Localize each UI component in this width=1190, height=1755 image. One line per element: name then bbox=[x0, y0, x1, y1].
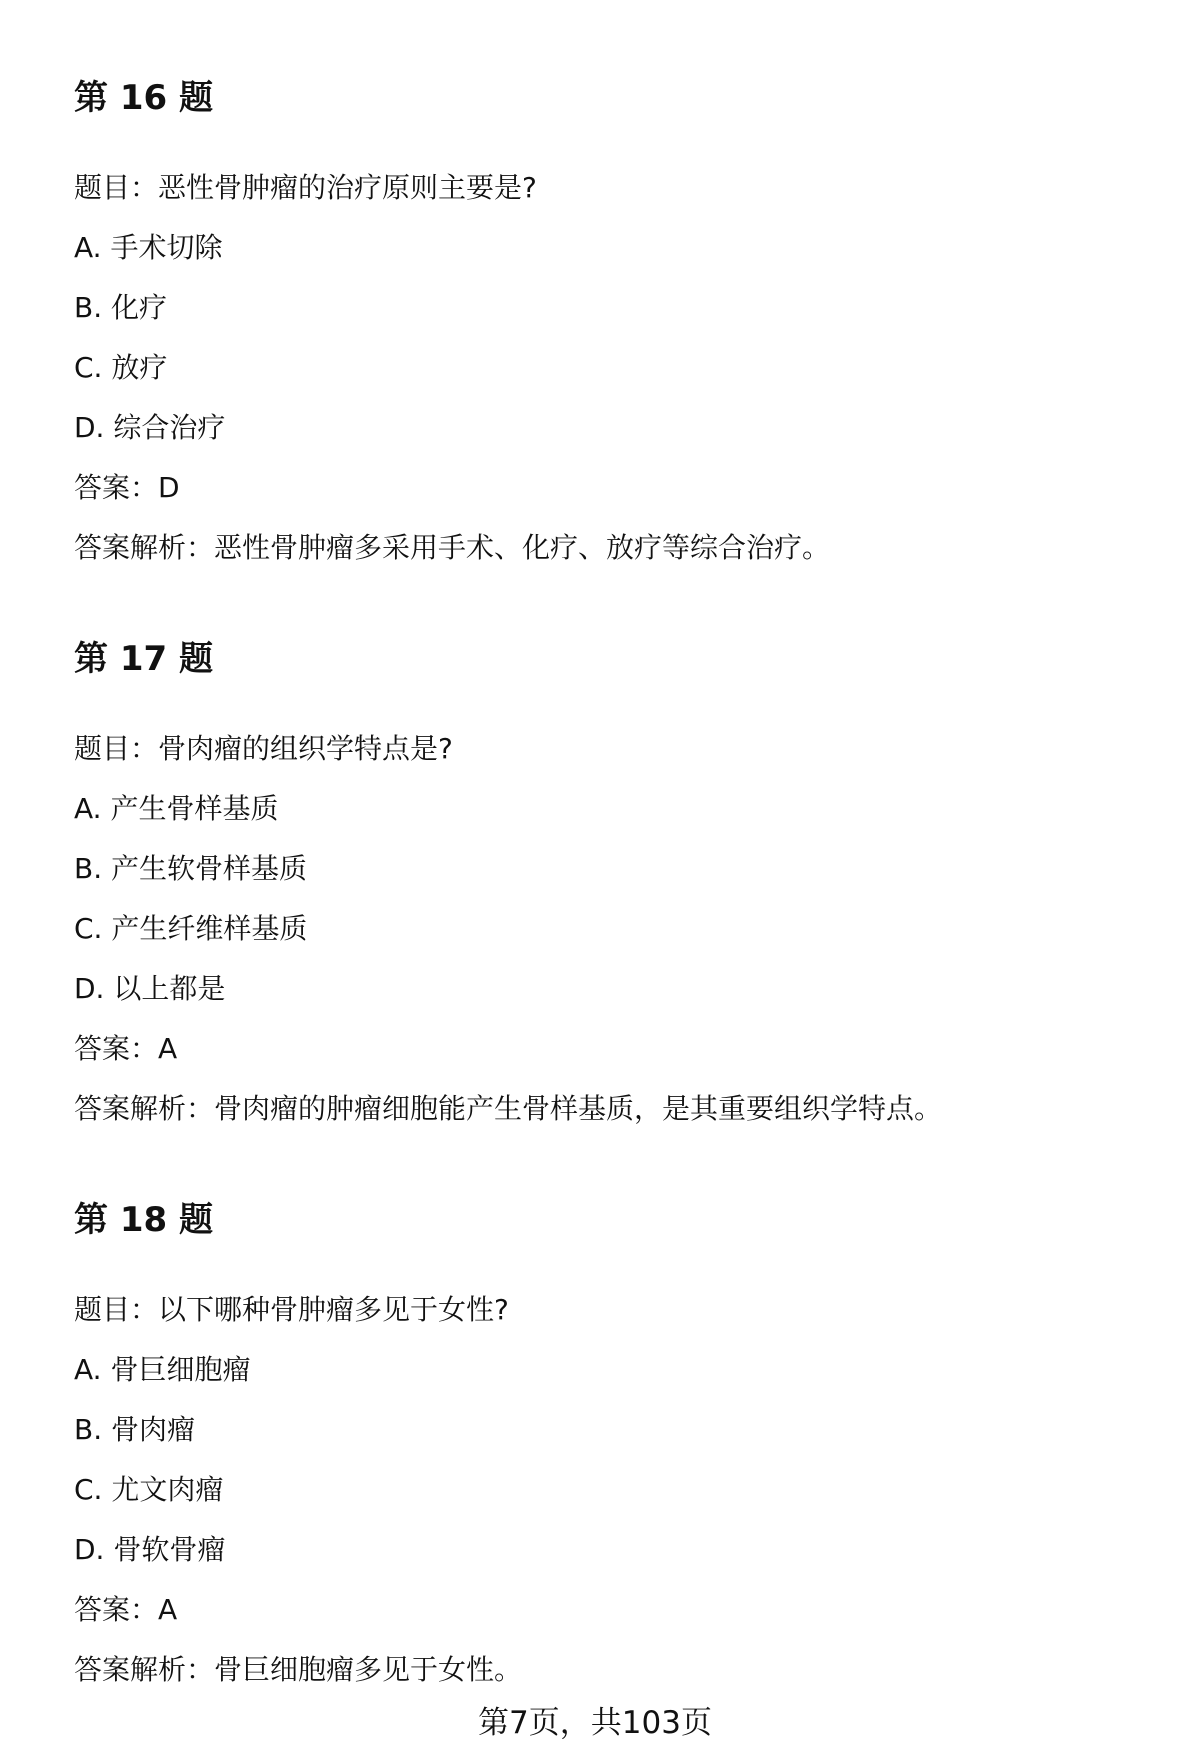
question-heading: 第 17 题 bbox=[74, 639, 213, 679]
question-heading: 第 16 题 bbox=[74, 78, 213, 118]
page-number-footer: 第7页，共103页 bbox=[478, 1705, 712, 1741]
option-b: B. 骨肉瘤 bbox=[74, 1413, 196, 1446]
option-c: C. 尤文肉瘤 bbox=[74, 1473, 224, 1506]
question-stem: 题目：以下哪种骨肿瘤多见于女性? bbox=[74, 1293, 509, 1326]
answer: 答案：A bbox=[74, 1593, 178, 1626]
answer: 答案：A bbox=[74, 1032, 178, 1065]
question-stem: 题目：骨肉瘤的组织学特点是? bbox=[74, 732, 453, 765]
option-b: B. 化疗 bbox=[74, 291, 168, 324]
option-d: D. 综合治疗 bbox=[74, 411, 226, 444]
answer-explanation: 答案解析：骨肉瘤的肿瘤细胞能产生骨样基质，是其重要组织学特点。 bbox=[74, 1092, 943, 1125]
option-a: A. 手术切除 bbox=[74, 231, 223, 264]
option-c: C. 产生纤维样基质 bbox=[74, 912, 308, 945]
option-a: A. 产生骨样基质 bbox=[74, 792, 279, 825]
question-stem: 题目：恶性骨肿瘤的治疗原则主要是? bbox=[74, 171, 537, 204]
answer-explanation: 答案解析：恶性骨肿瘤多采用手术、化疗、放疗等综合治疗。 bbox=[74, 531, 831, 564]
question-heading: 第 18 题 bbox=[74, 1200, 213, 1240]
option-d: D. 以上都是 bbox=[74, 972, 226, 1005]
answer-explanation: 答案解析：骨巨细胞瘤多见于女性。 bbox=[74, 1653, 523, 1686]
answer: 答案：D bbox=[74, 471, 180, 504]
option-c: C. 放疗 bbox=[74, 351, 168, 384]
option-b: B. 产生软骨样基质 bbox=[74, 852, 308, 885]
option-d: D. 骨软骨瘤 bbox=[74, 1533, 226, 1566]
option-a: A. 骨巨细胞瘤 bbox=[74, 1353, 251, 1386]
